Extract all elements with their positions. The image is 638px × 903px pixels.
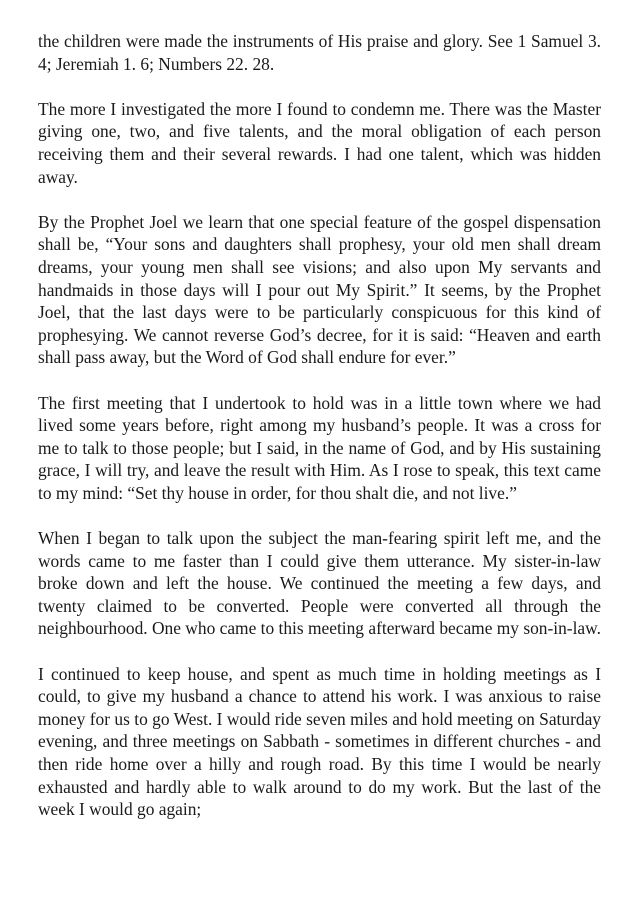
paragraph-3: By the Prophet Joel we learn that one special feature of the gospel dispensation shall be, “Your sons and daughters shall prophesy, your old men shall dream dreams, your young men shall see visions; and also upon My servants and handmaids in those days will I pour out My Spirit.” It seems, by the Prophet Joel, that the last days were to be particularly conspicuous for this kind of prophesying. We cannot reverse God’s decree, for it is said: “Heaven and earth shall pass away, but the Word of God shall endure for ever.”	[38, 211, 601, 368]
paragraph-4: The first meeting that I undertook to hold was in a little town where we had lived some years before, right among my husband’s people. It was a cross for me to talk to those people; but I said, in the name of God, and by His sustaining grace, I will try, and leave the result with Him. As I rose to speak, this text came to my mind: “Set thy house in order, for thou shalt die, and not live.”	[38, 392, 601, 503]
paragraph-1: the children were made the instruments of His praise and glory. See 1 Samuel 3. 4; Jeremiah 1. 6; Numbers 22. 28.	[38, 31, 601, 74]
document-page	[38, 30, 601, 821]
paragraph-6: I continued to keep house, and spent as much time in holding meetings as I could, to give my husband a chance to attend his work. I was anxious to raise money for us to go West. I would ride seven miles and hold meeting on Saturday evening, and three meetings on Sabbath - sometimes in different churches - and then ride home over a hilly and rough road. By this time I would be nearly exhausted and hardly able to walk around to do my work. But the last of the week I would go again;	[38, 663, 601, 820]
paragraph-5: When I began to talk upon the subject the man-fearing spirit left me, and the words came to me faster than I could give them utterance. My sister-in-law broke down and left the house. We continued the meeting a few days, and twenty claimed to be converted. People were converted all through the neighbourhood. One who came to this meeting afterward became my son-in-law.	[38, 528, 601, 639]
paragraph-2: The more I investigated the more I found to condemn me. There was the Master giving one, two, and five talents, and the moral obligation of each person receiving them and their several rewards. I had one talent, which was hidden away.	[38, 98, 601, 187]
